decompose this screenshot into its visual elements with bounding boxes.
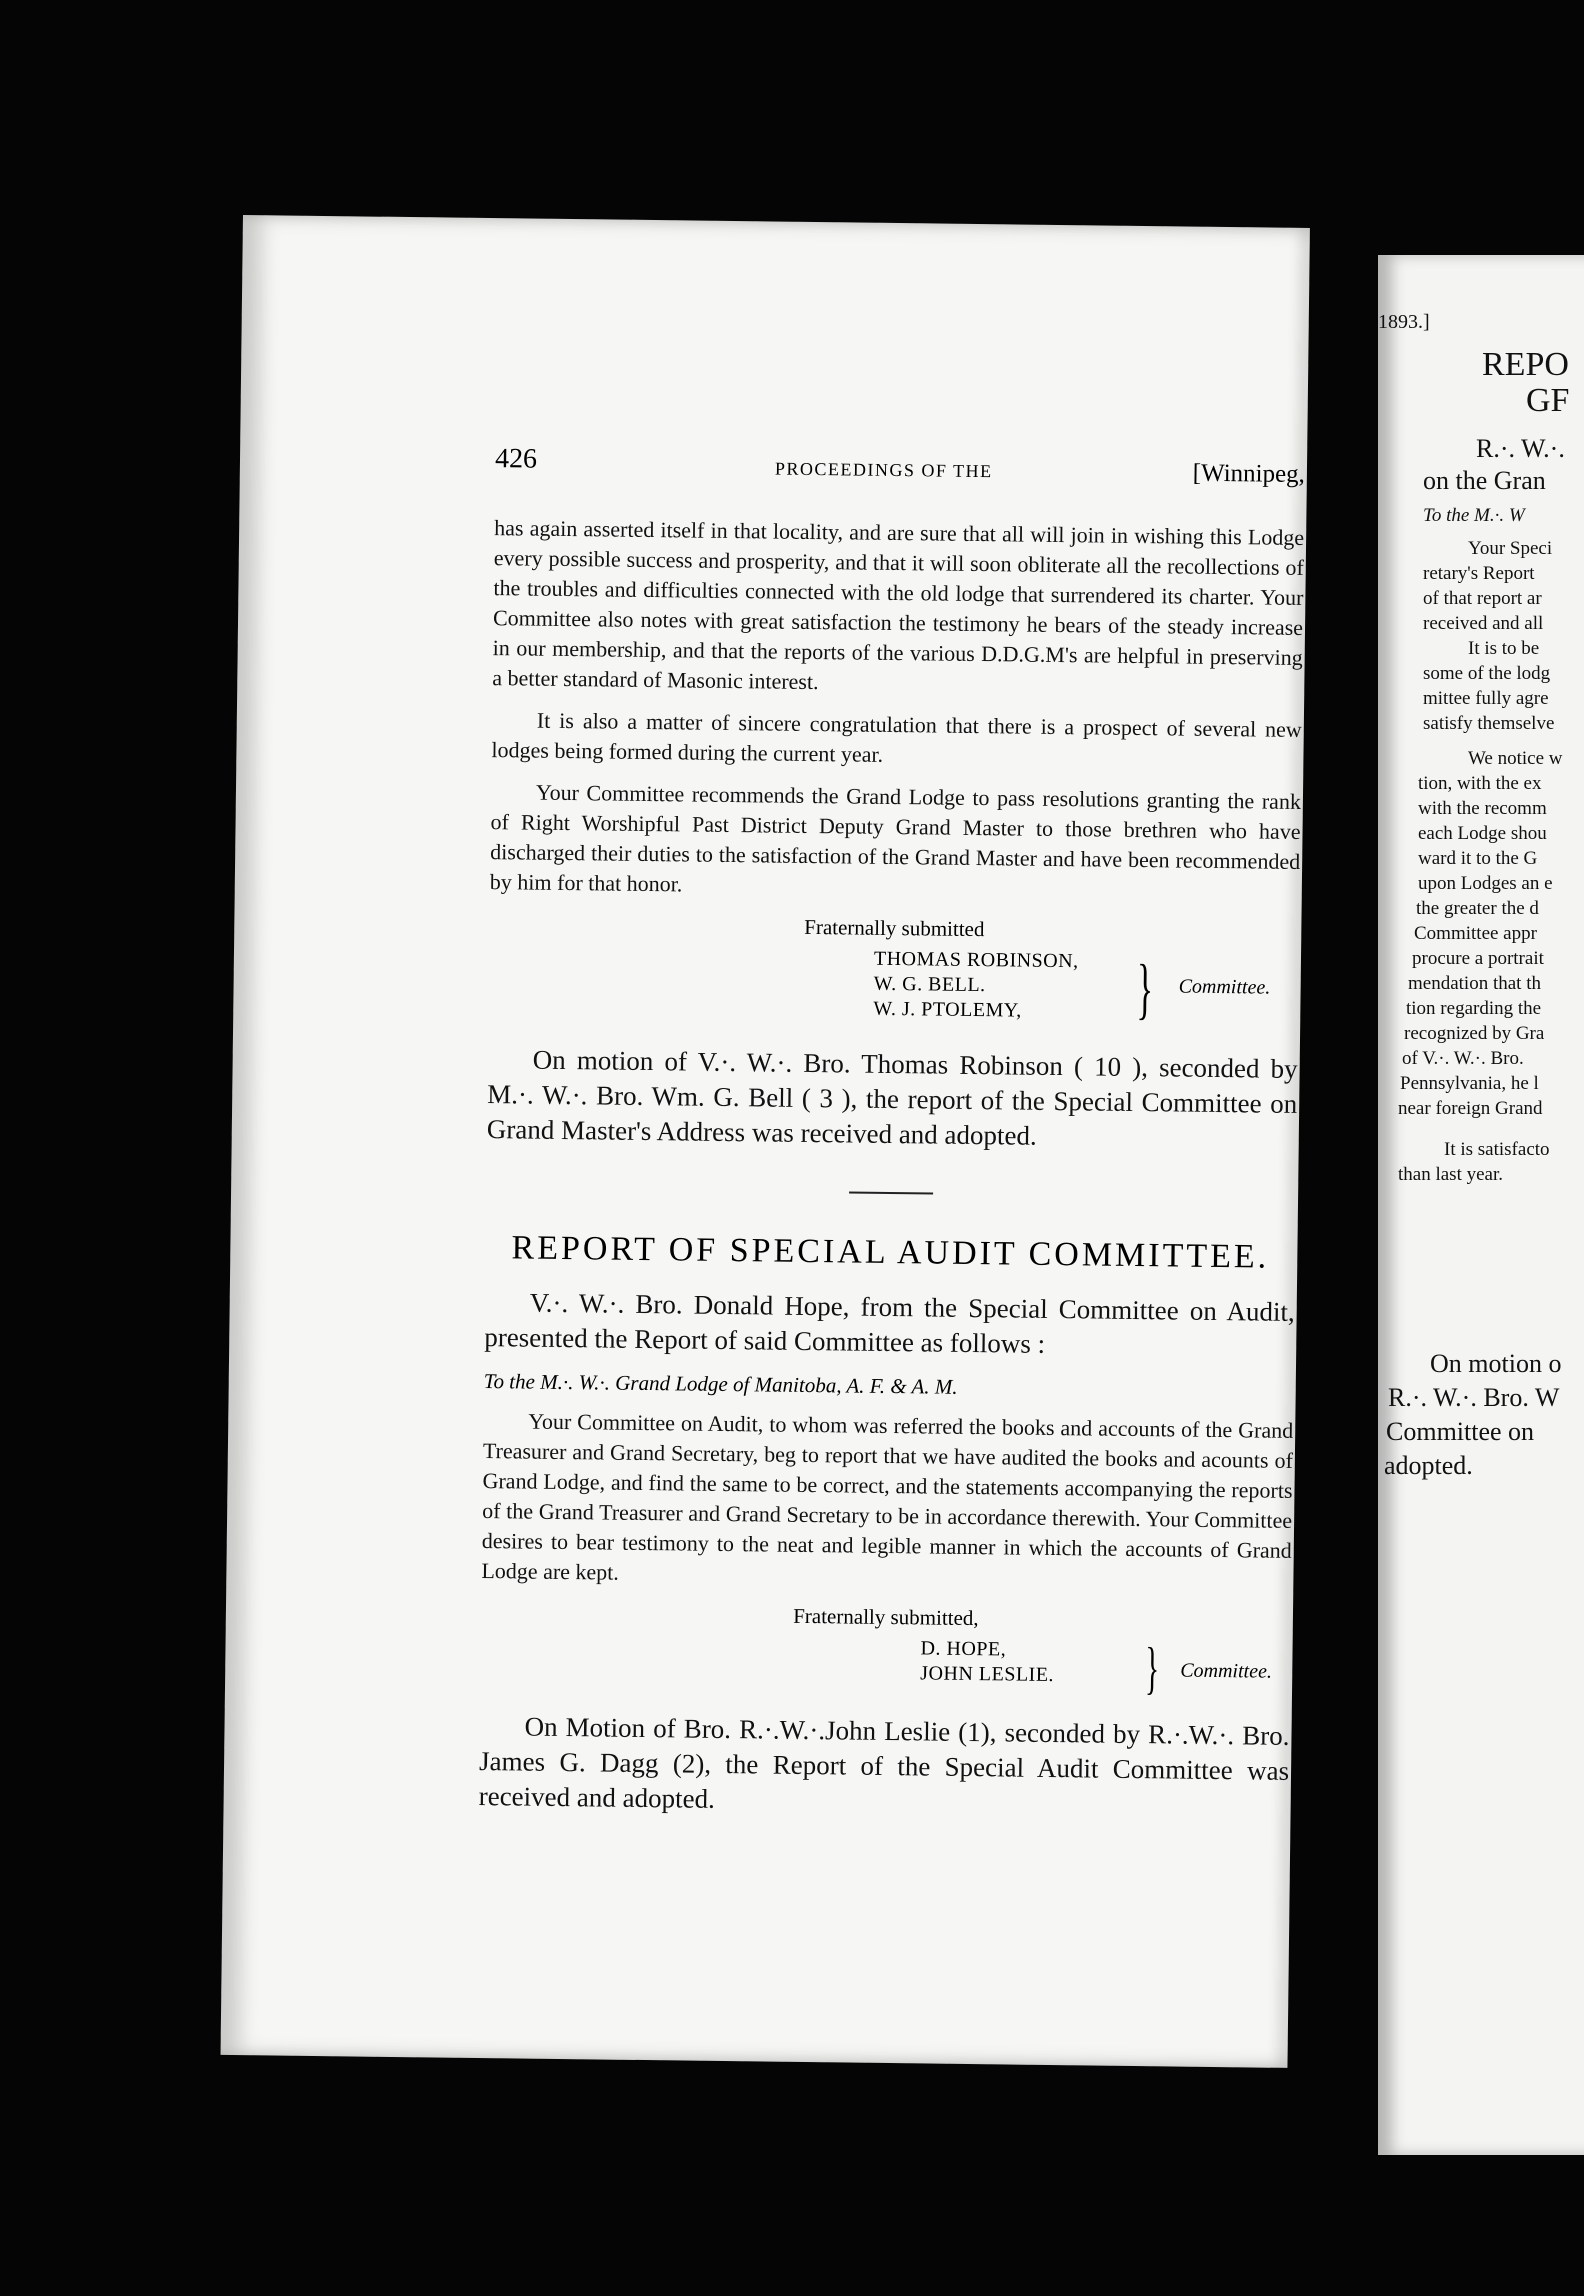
committee-label: Committee.: [1180, 1659, 1273, 1683]
right-text-line: received and all: [1423, 613, 1544, 634]
signature-name: W. G. BELL.: [873, 972, 986, 997]
signature-names-2: [920, 1636, 1054, 1688]
page-header: [495, 443, 1305, 493]
right-text-line: mendation that th: [1408, 973, 1541, 994]
right-text-line: ward it to the G: [1418, 848, 1538, 869]
signature-names-1: [873, 947, 1079, 1024]
right-text-line: tion regarding the: [1406, 998, 1542, 1019]
right-text-line: Pennsylvania, he l: [1400, 1073, 1539, 1094]
left-page: [221, 215, 1310, 2068]
right-text-line: We notice w: [1468, 748, 1563, 769]
right-text-line: each Lodge shou: [1418, 823, 1547, 844]
right-text-line: mittee fully agre: [1423, 688, 1549, 709]
right-text-line: of V.·. W.·. Bro.: [1402, 1048, 1524, 1069]
signature-block-2: [480, 1631, 1291, 1719]
salutation: To the M.·. W.·. Grand Lodge of Manitoba, A. F. & A. M.: [483, 1369, 958, 1399]
signature-name: D. HOPE,: [920, 1637, 1007, 1661]
right-page-header: 1893.]: [1378, 311, 1430, 333]
paragraph-1: has again asserted itself in that locality, and are sure that all will join in wishing this Lodge every possible success and prosperity, and that it will soon obliterate all the recollections of the troubles and difficulties connected with the old lodge that surrendered its charter. Your Committee also notes with great satisfaction the testimony he bears of the steady increase in our membership, and that the reports of the various D.D.G.M's are helpful in preserving a better standard of Masonic interest.: [492, 515, 1305, 695]
right-text-line: adopted.: [1384, 1451, 1473, 1480]
right-text-line: with the recomm: [1418, 798, 1547, 819]
right-text-line: On motion o: [1430, 1349, 1562, 1378]
signature-name: THOMAS ROBINSON,: [873, 947, 1079, 973]
paragraph-4: Your Committee on Audit, to whom was referred the books and accounts of the Grand Treasurer and Grand Secretary, beg to report that we have audited the books and acounts of Grand Lodge, and find the same to be correct, and the statements accompanying the reports of the Grand Treasurer and Grand Secretary to be in accordance therewith. Your Committee desires to bear testimony to the neat and legible manner in which the accounts of Grand Lodge are kept.: [481, 1408, 1294, 1585]
right-title-line: GF: [1526, 383, 1570, 419]
right-text-line: To the M.·. W: [1423, 505, 1525, 526]
section-title: REPORT OF SPECIAL AUDIT COMMITTEE.: [511, 1229, 1270, 1276]
right-text-line: of that report ar: [1423, 588, 1542, 609]
intro-paragraph: V.·. W.·. Bro. Donald Hope, from the Special Committee on Audit, presented the Report of said Committee as follows :: [484, 1287, 1295, 1359]
body-text: [478, 513, 1304, 1824]
motion-2: On Motion of Bro. R.·.W.·.John Leslie (1), seconded by R.·.W.·. Bro. James G. Dagg (2), the Report of the Special Audit Committee was received and adopted.: [478, 1711, 1290, 1814]
brace-icon: }: [1144, 1635, 1160, 1701]
right-text-line: procure a portrait: [1412, 948, 1544, 969]
right-text-line: recognized by Gra: [1404, 1023, 1545, 1044]
right-text-line: than last year.: [1398, 1164, 1503, 1185]
right-text-line: Your Speci: [1468, 538, 1553, 559]
page-content: [478, 443, 1306, 1814]
paragraph-2: It is also a matter of sincere congratulation that there is a prospect of several new lodges being formed during the current year.: [491, 707, 1302, 767]
right-text-line: satisfy themselve: [1423, 713, 1555, 734]
right-text-line: R.·. W.·.: [1476, 434, 1565, 463]
right-text-line: It is satisfacto: [1444, 1139, 1550, 1160]
paragraph-3: Your Committee recommends the Grand Lodge to pass resolutions granting the rank of Right Worshipful Past District Deputy Grand Master to those brethren who have discharged their duties to the satisfaction of the Grand Master and have been recommended by him for that honor.: [489, 779, 1302, 897]
right-text-line: R.·. W.·. Bro. W: [1388, 1383, 1560, 1412]
signature-name: W. J. PTOLEMY,: [873, 997, 1022, 1022]
right-text-line: It is to be: [1468, 638, 1540, 659]
right-text-line: Committee appr: [1414, 923, 1537, 944]
closing-1: Fraternally submitted: [804, 914, 985, 942]
right-text-line: retary's Report: [1423, 563, 1535, 584]
signature-name: JOHN LESLIE.: [920, 1662, 1055, 1687]
right-text-line: Committee on: [1386, 1417, 1535, 1446]
committee-label: Committee.: [1178, 975, 1271, 999]
right-text-line: some of the lodg: [1423, 663, 1551, 684]
closing-2: Fraternally submitted,: [793, 1603, 979, 1631]
signature-block-1: [488, 942, 1299, 1052]
section-divider: [849, 1191, 933, 1194]
running-head: PROCEEDINGS OF THE: [774, 458, 993, 482]
right-text-line: the greater the d: [1416, 898, 1539, 919]
page-number: 426: [494, 443, 538, 475]
right-text-line: tion, with the ex: [1418, 773, 1542, 794]
right-text-line: upon Lodges an e: [1418, 873, 1553, 894]
right-text-line: near foreign Grand: [1398, 1098, 1543, 1119]
right-title-line: REPO: [1482, 347, 1569, 383]
right-text-line: on the Gran: [1423, 466, 1546, 495]
motion-1: On motion of V.·. W.·. Bro. Thomas Robinson ( 10 ), seconded by M.·. W.·. Bro. Wm. G. Bell ( 3 ), the report of the Special Committee on Grand Master's Address was received and adopted.: [486, 1044, 1298, 1151]
right-page-text: [1378, 310, 1584, 1483]
brace-icon: }: [1136, 949, 1154, 1027]
header-place: [Winnipeg,: [1192, 459, 1306, 488]
